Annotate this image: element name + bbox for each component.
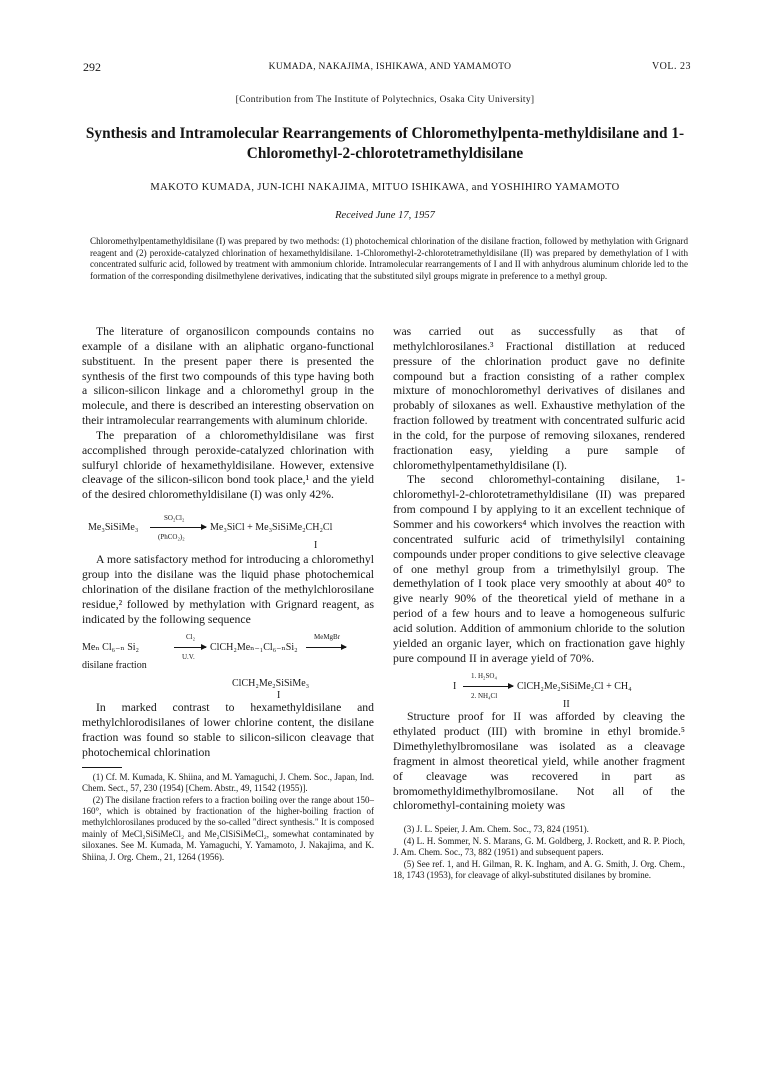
paragraph: Structure proof for II was afforded by cleaving the ethylated product (III) with bromine in ethyl bromide.⁵ Dimethylethylbromosilane was isolated as a cleavage fragment in almost theoretical yield, while another fragment of cleavage was recovered in part as bromomethyldimethylbromosilane. Not all of the chloromethyl-containing moiety was: [393, 710, 685, 813]
equation-2: [82, 627, 374, 701]
running-header-volume: VOL. 23: [651, 61, 691, 72]
eq-reagent-below: (PhCO₂)₂: [158, 533, 185, 542]
paragraph: A more satisfactory method for introducing a chloromethyl group into the disilane was the liquid phase photochemical chlorination of the disilane fraction of the methylchlorosilane residue,² followed by methylation with Grignard reagent, as indicated by the following sequence: [82, 553, 374, 626]
footnotes: [82, 772, 374, 863]
reaction-arrow: [463, 686, 513, 687]
paragraph: The second chloromethyl-containing disilane, 1-chloromethyl-2-chlorotetramethyldisilane (II) was prepared from compound I by applying to it an excellent technique of Sommer and his coworkers⁴ which involves the reaction with concentrated sulfuric acid of trimethylsilyl containing compounds under proper conditions to give selective cleavage of one methyl group from a trimethylsilyl group. The demethylation of I took place very smoothly at about 40° to give nearly 90% of the theoretical yield of methane in a period of a few hours and to leave a homogeneous sulfuric acid solution. Addition of ammonium chloride to the solution yielded an organic layer, which on fractionation gave highly pure compound II in average yield of 70%.: [393, 473, 685, 665]
eq-reagent-above: Cl₂: [186, 633, 196, 642]
abstract: Chloromethylpentamethyldisilane (I) was prepared by two methods: (1) photochemical chlorination of the disilane fraction, followed by methylation with Grignard reagent and (2) peroxide-catalyzed chlorination of hexamethyldisilane. 1-Chloromethyl-2-chlorotetramethyldisilane (II) was prepared by demethylation of I with concentrated sulfuric acid, followed by treatment with ammonium chloride. Intramolecular rearrangements of I and II with anhydrous aluminum chloride led to the formation of the corresponding disilmethylene derivatives, indicating that the substituted silyl groups migrate in preference to a methyl group.: [90, 236, 688, 281]
reaction-arrow: [174, 647, 206, 648]
footnotes: [393, 824, 685, 881]
eq-products: Me₃SiCl + Me₃SiSiMe₂CH₂Cl: [210, 522, 333, 534]
reaction-arrow: [306, 647, 346, 648]
equation-3: [393, 666, 685, 710]
eq-reactant: Me₃SiSiMe₃: [88, 522, 139, 534]
eq-reagent-below: U.V.: [182, 653, 195, 662]
paragraph: The literature of organosilicon compounds contains no example of a disilane with an aliphatic organo-functional substituent. In the present paper there is presented the synthesis of the first two compounds of this type having both a silicon-silicon linkage and a chloromethyl group in the molecule, and there is described an interesting observation on their intramolecular rearrangements with aluminum chloride.: [82, 325, 374, 428]
paragraph: was carried out as successfully as that of methylchlorosilanes.³ Fractional distillation at reduced pressure of the chlorination product gave no definite compound but a fraction consisting of a rather complex mixture of monochloromethyl derivatives of disilanes and probably of siloxanes as well. Exhaustive methylation of the fraction followed by treatment with concentrated sulfuric acid in the cold, for the purpose of removing siloxanes, rendered fractionation easy, yielding a pure sample of chloromethylpentamethyldisilane (I).: [393, 325, 685, 472]
eq-label: I: [314, 540, 318, 552]
eq-reagent-above: 1. H₂SO₄: [471, 672, 497, 681]
eq-note: disilane fraction: [82, 660, 147, 672]
eq-label: I: [277, 690, 281, 702]
footnote: (2) The disilane fraction refers to a fraction boiling over the range about 150–160°, which is obtained by fractionation of the higher-boiling fraction of methylchlorosilanes produced by the so-called "direct synthesis." It is composed mainly of MeCl₂SiSiMeCl₂ and Me₂ClSiSiMeCl₂, somewhat contaminated by siloxanes. See M. Kumada, M. Yamaguchi, Y. Yamamoto, J. Nakajima, and K. Shiina, J. Org. Chem., 21, 1264 (1956).: [82, 794, 374, 862]
author-list: MAKOTO KUMADA, JUN-ICHI NAKAJIMA, MITUO ISHIKAWA, and YOSHIHIRO YAMAMOTO: [150, 182, 620, 193]
left-column: [82, 325, 374, 863]
running-header-authors: KUMADA, NAKAJIMA, ISHIKAWA, AND YAMAMOTO: [268, 62, 512, 72]
eq-product: ClCH₂Me₂SiSiMe₃: [232, 678, 310, 690]
eq-products: ClCH₂Me₂SiSiMe₂Cl + CH₄: [517, 681, 632, 693]
footnote: (5) See ref. 1, and H. Gilman, R. K. Ingham, and A. G. Smith, J. Org. Chem., 18, 1743 (1953), for cleavage of alkyl-substituted disilanes by bromine.: [393, 858, 685, 880]
eq-reagent-above: SO₂Cl₂: [164, 514, 185, 523]
contribution-line: [Contribution from The Institute of Polytechnics, Osaka City University]: [235, 95, 535, 105]
footnote: (4) L. H. Sommer, N. S. Marans, G. M. Goldberg, J. Rockett, and R. P. Pioch, J. Am. Chem. Soc., 73, 882 (1951) and subsequent papers.: [393, 835, 685, 858]
page-number: 292: [83, 60, 101, 74]
eq-reagent-below: 2. NH₄Cl: [471, 692, 498, 701]
equation-1: [82, 503, 374, 553]
reaction-arrow: [150, 527, 206, 528]
footnote: (3) J. L. Speier, J. Am. Chem. Soc., 73, 824 (1951).: [403, 824, 589, 835]
received-date: Received June 17, 1957: [335, 210, 435, 221]
paragraph: The preparation of a chloromethyldisilane was first accomplished through peroxide-catalyzed chlorination with sulfuryl chloride of hexamethyldisilane. However, extensive cleavage of the silicon-silicon bond took place,¹ and the yield of the desired chloromethyldisilane (I) was only 42%.: [82, 428, 374, 502]
footnote: (1) Cf. M. Kumada, K. Shiina, and M. Yamaguchi, J. Chem. Soc., Japan, Ind. Chem. Sect., 57, 230 (1954) [Chem. Abstr., 49, 11542 (1955)].: [82, 771, 374, 794]
article-title: Synthesis and Intramolecular Rearrangements of Chloromethylpenta-methyldisilane and 1-Chloromethyl-2-chlorotetramethyldisilane: [85, 125, 685, 162]
eq-reactant: Meₙ Cl₆₋ₙ Si₂: [82, 642, 140, 654]
eq-reactant: I: [453, 681, 457, 693]
paragraph: In marked contrast to hexamethyldisilane and methylchlorodisilanes of lower chlorine content, the disilane fraction was found so stable to silicon-silicon cleavage that photochemical chlorination: [82, 701, 374, 759]
footnote-rule: [82, 767, 122, 768]
eq-reagent-above: MeMgBr: [314, 633, 341, 642]
right-column: [393, 325, 685, 881]
eq-intermediate: ClCH₂Meₙ₋₁Cl₆₋ₙSi₂: [210, 642, 298, 654]
eq-label: II: [563, 699, 570, 711]
